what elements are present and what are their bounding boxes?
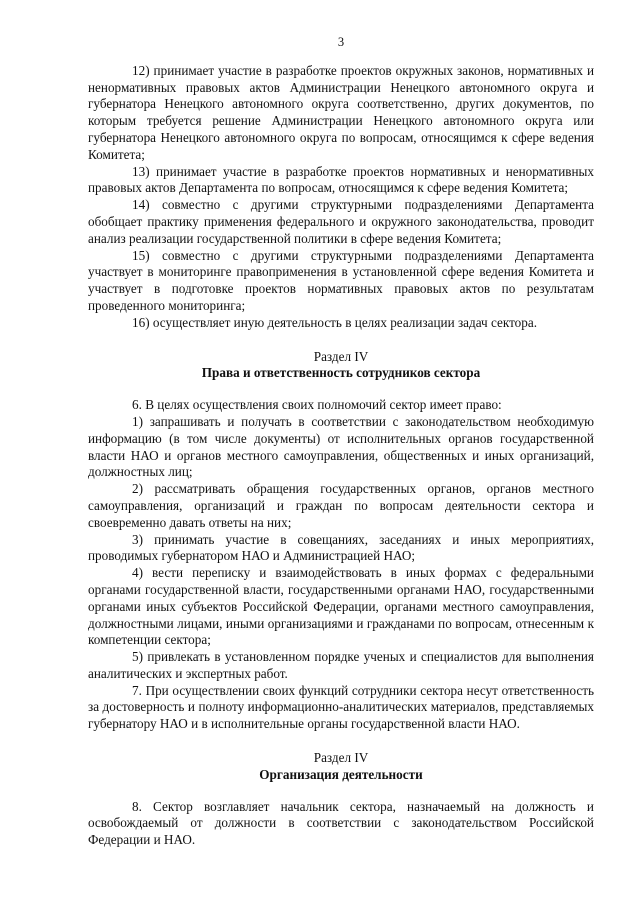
section-title-2: Организация деятельности bbox=[259, 766, 423, 782]
paragraph-item-12: 12) принимает участие в разработке проектов окружных законов, нормативных и ненормативных правовых актов Администрации Ненецкого автономного округа и губернатора Ненецкого автономного округа соответственно, других документов, по которым требуется решение Администрации Ненецкого автономного округа или губернатора Ненецкого автономного округа по вопросам, относящимся к сфере ведения Комитета; bbox=[88, 62, 594, 162]
paragraph-right-1: 1) запрашивать и получать в соответствии с законодательством необходимую информацию (в том числе документы) от исполнительных органов государственной власти НАО и органов местного самоуправления, общественных и иных организаций, должностных лиц; bbox=[88, 413, 594, 480]
paragraph-6: 6. В целях осуществления своих полномочий сектор имеет право: bbox=[132, 397, 502, 413]
section-heading: Раздел IV bbox=[313, 348, 369, 364]
section-title: Права и ответственность сотрудников сектора bbox=[201, 365, 481, 381]
section-heading-2: Раздел IV bbox=[313, 750, 369, 766]
paragraph-right-2: 2) рассматривать обращения государственных органов, органов местного самоуправления, организаций и граждан по вопросам деятельности сектора и своевременно давать ответы на них; bbox=[88, 481, 594, 530]
paragraph-item-15: 15) совместно с другими структурными подразделениями Департамента участвует в мониторинге правоприменения в установленной сфере ведения Комитета и участвует в подготовке проектов нормативных правовых актов по результатам проведенного мониторинга; bbox=[88, 247, 594, 313]
paragraph-right-4: 4) вести переписку и взаимодействовать в иных формах с федеральными органами государственной власти, государственными органами НАО, государственными органами иных субъектов Российской Федерации, органами местного самоуправления, должностными лицами, иными организациями и гражданами по вопросам, отнесенным к компетенции сектора; bbox=[88, 565, 594, 648]
page-number: 3 bbox=[337, 35, 345, 49]
paragraph-item-13: 13) принимает участие в разработке проектов нормативных и ненормативных правовых актов Департамента по вопросам, относящимся к сфере ведения Комитета; bbox=[88, 163, 594, 196]
paragraph-item-16: 16) осуществляет иную деятельность в целях реализации задач сектора. bbox=[132, 314, 538, 330]
paragraph-8: 8. Сектор возглавляет начальник сектора, назначаемый на должность и освобождаемый от должности в соответствии с законодательством Российской Федерации и НАО. bbox=[88, 798, 594, 848]
paragraph-right-5: 5) привлекать в установленном порядке ученых и специалистов для выполнения аналитических и экспертных работ. bbox=[88, 649, 594, 681]
paragraph-item-14: 14) совместно с другими структурными подразделениями Департамента обобщает практику применения федерального и окружного законодательства, проводит анализ реализации государственной политики в сфере ведения Комитета; bbox=[88, 197, 594, 246]
paragraph-7: 7. При осуществлении своих функций сотрудники сектора несут ответственность за достоверность и полноту информационно-аналитических материалов, представляемых губернатору НАО и в исполнительные органы государственной власти НАО. bbox=[88, 682, 594, 732]
paragraph-right-3: 3) принимать участие в совещаниях, заседаниях и иных мероприятиях, проводимых губернатором НАО и Администрацией НАО; bbox=[88, 531, 594, 564]
